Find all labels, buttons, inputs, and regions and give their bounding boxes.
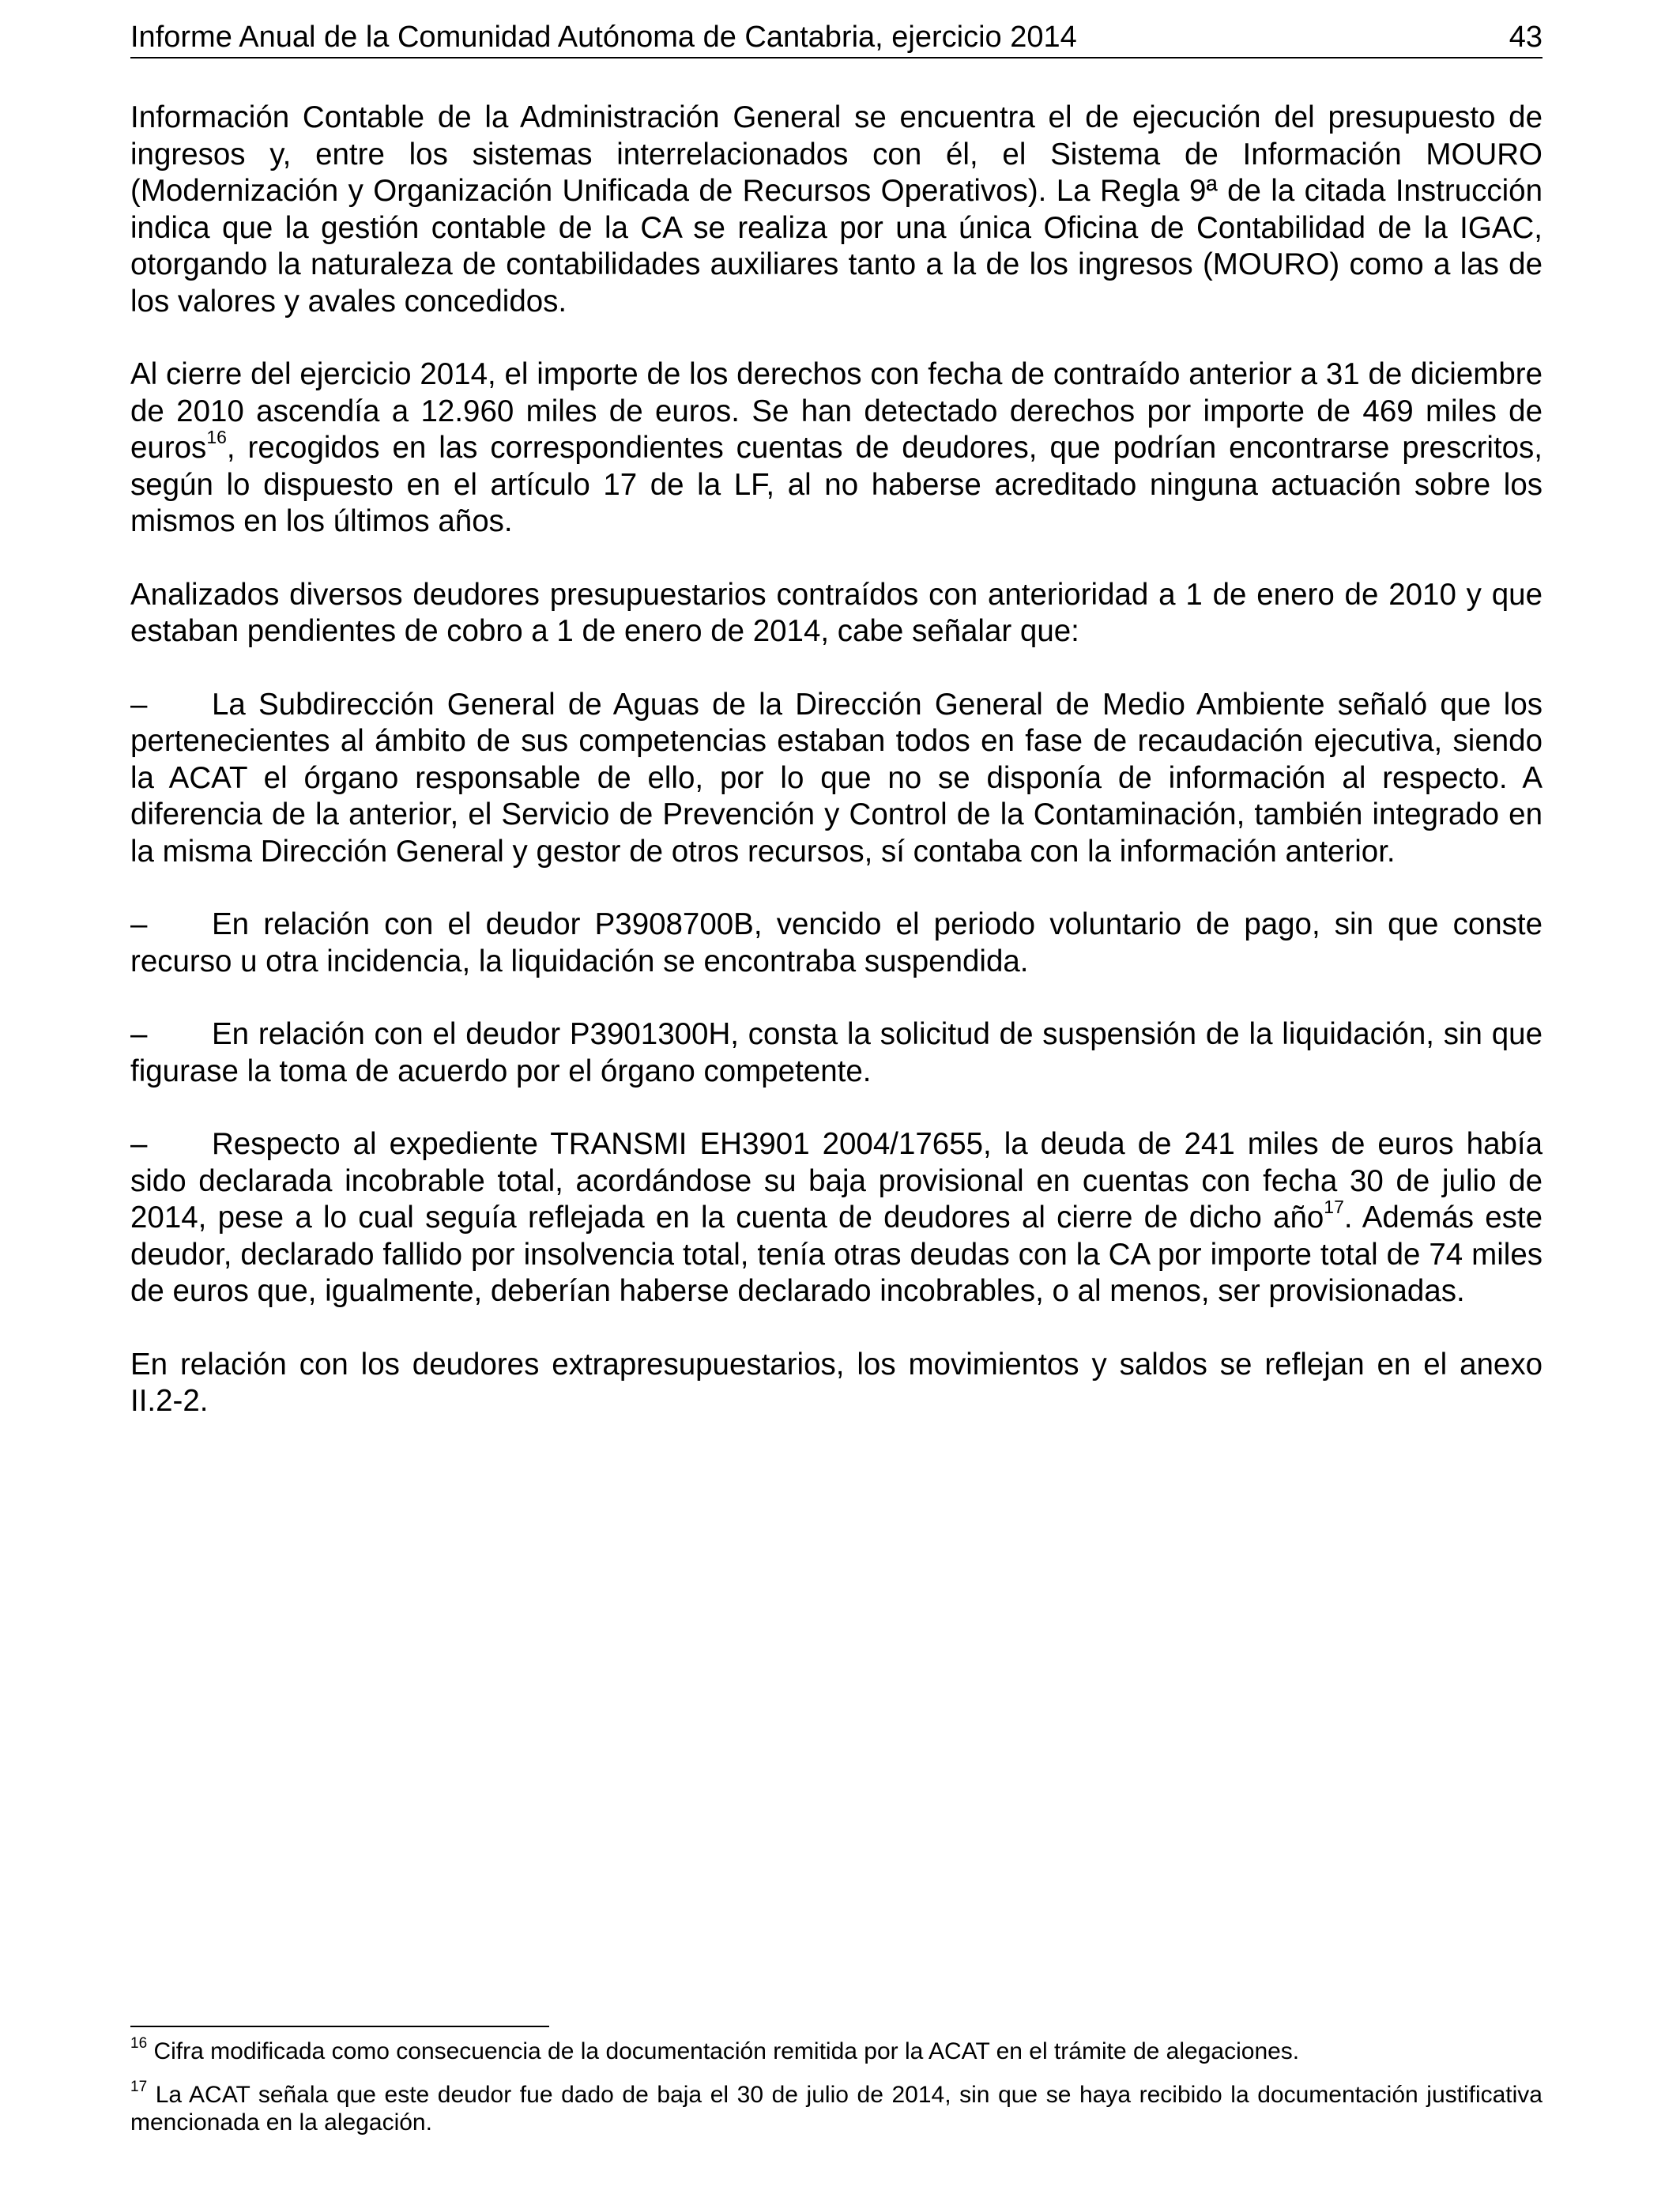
list-item-2-text: En relación con el deudor P3908700B, vencido el periodo voluntario de pago, sin que conste recurso u otra incidencia, la liquidación se encontraba suspendida. [130, 907, 1543, 978]
list-item-4 [130, 1126, 1543, 1310]
footnote-number: 16 [130, 2035, 148, 2052]
footnote-ref-17[interactable]: 17 [1324, 1197, 1344, 1218]
footnote-ref-16[interactable]: 16 [206, 427, 227, 448]
dash-bullet: – [130, 1127, 148, 1161]
paragraph-2-text-b: , recogidos en las correspondientes cuentas de deudores, que podrían encontrarse prescritos, según lo dispuesto en el artículo 17 de la LF, al no haberse acreditado ninguna actuación sobre los mismos en los últimos años. [130, 431, 1543, 538]
body-text [130, 100, 1543, 1457]
dash-bullet: – [130, 1017, 148, 1051]
footnote-17 [130, 2081, 1543, 2136]
footnote-separator [130, 2026, 549, 2027]
list-item-1 [130, 687, 1543, 871]
list-item-1-text: La Subdirección General de Aguas de la Dirección General de Medio Ambiente señaló que los pertenecientes al ámbito de sus competencias estaban todos en fase de recaudación ejecutiva, siendo la ACAT el órgano responsable de ello, por lo que no se disponía de información al respecto. A diferencia de la anterior, el Servicio de Prevención y Control de la Contaminación, también integrado en la misma Dirección General y gestor de otros recursos, sí contaba con la información anterior. [130, 687, 1543, 869]
list-item-4-text-b: . Además este deudor, declarado fallido por insolvencia total, tenía otras deudas con la CA por importe total de 74 miles de euros que, igualmente, deberían haberse declarado incobrables, o al menos, ser provisionadas. [130, 1201, 1543, 1308]
footnote-text: La ACAT señala que este deudor fue dado de baja el 30 de julio de 2014, sin que se haya recibido la documentación justificativa mencionada en la alegación. [130, 2082, 1543, 2136]
paragraph-3: Analizados diversos deudores presupuestarios contraídos con anterioridad a 1 de enero de 2010 y que estaban pendientes de cobro a 1 de enero de 2014, cabe señalar que: [130, 577, 1543, 648]
dash-bullet: – [130, 687, 148, 722]
paragraph-1: Información Contable de la Administración General se encuentra el de ejecución del presupuesto de ingresos y, entre los sistemas interrelacionados con él, el Sistema de Información MOURO (Modernización y Organización Unificada de Recursos Operativos). La Regla 9ª de la citada Instrucción indica que la gestión contable de la CA se realiza por una única Oficina de Contabilidad de la IGAC, otorgando la naturaleza de contabilidades auxiliares tanto a la de los ingresos (MOURO) como a las de los valores y avales concedidos. [130, 100, 1543, 319]
dash-bullet: – [130, 907, 148, 941]
footnote-16 [130, 2035, 1543, 2065]
list-item-3 [130, 1016, 1543, 1090]
list-item-4-text-a: Respecto al expediente TRANSMI EH3901 2004/17655, la deuda de 241 miles de euros había sido declarada incobrable total, acordándose su baja provisional en cuentas con fecha 30 de julio de 2014, pese a lo cual seguía reflejada en la cuenta de deudores al cierre de dicho año [130, 1127, 1543, 1235]
paragraph-2 [130, 356, 1543, 541]
list-item-2 [130, 907, 1543, 980]
page-number: 43 [1509, 21, 1543, 54]
document-title: Informe Anual de la Comunidad Autónoma de Cantabria, ejercicio 2014 [130, 21, 1077, 54]
list-item-3-text: En relación con el deudor P3901300H, consta la solicitud de suspensión de la liquidación, sin que figurase la toma de acuerdo por el órgano competente. [130, 1017, 1543, 1088]
page-header [130, 14, 1543, 58]
paragraph-4: En relación con los deudores extrapresupuestarios, los movimientos y saldos se reflejan en el anexo II.2-2. [130, 1347, 1543, 1418]
footnotes [130, 2035, 1543, 2152]
paragraph-2-text-a: Al cierre del ejercicio 2014, el importe de los derechos con fecha de contraído anterior a 31 de diciembre de 2010 ascendía a 12.960 miles de euros. Se han detectado derechos por importe de 469 miles de euros [130, 357, 1543, 465]
footnote-number: 17 [130, 2079, 148, 2095]
footnote-text: Cifra modificada como consecuencia de la documentación remitida por la ACAT en el trámite de alegaciones. [147, 2038, 1300, 2064]
